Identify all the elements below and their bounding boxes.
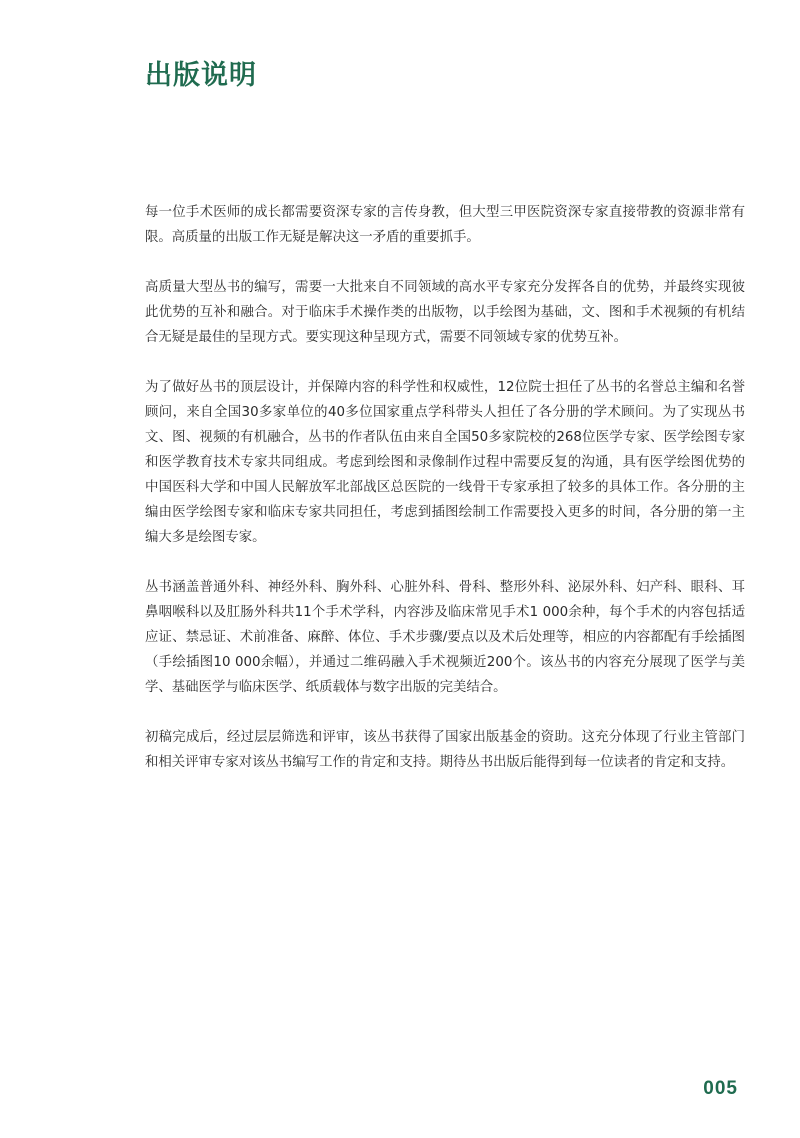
paragraph-5: 初稿完成后，经过层层筛选和评审，该丛书获得了国家出版基金的资助。这充分体现了行业主管部门和相关评审专家对该丛书编写工作的肯定和支持。期待丛书出版后能得到每一位读者的肯定和支持。 xyxy=(145,730,745,770)
page-number: 005 xyxy=(703,1078,738,1099)
paragraph-4: 丛书涵盖普通外科、神经外科、胸外科、心脏外科、骨科、整形外科、泌尿外科、妇产科、眼科、耳鼻咽喉科以及肛肠外科共11个手术学科，内容涉及临床常见手术1 000余种，每个手术的内容包括适应证、禁忌证、术前准备、麻醉、体位、手术步骤/要点以及术后处理等，相应的内容都配有手绘插图（手绘插图10 000余幅），并通过二维码融入手术视频近200个。该丛书的内容充分展现了医学与美学、基础医学与临床医学、纸质载体与数字出版的完美结合。 xyxy=(145,580,745,695)
paragraph-1: 每一位手术医师的成长都需要资深专家的言传身教，但大型三甲医院资深专家直接带教的资源非常有限。高质量的出版工作无疑是解决这一矛盾的重要抓手。 xyxy=(145,205,745,245)
paragraph-2: 高质量大型丛书的编写，需要一大批来自不同领域的高水平专家充分发挥各自的优势，并最终实现彼此优势的互补和融合。对于临床手术操作类的出版物，以手绘图为基础，文、图和手术视频的有机结合无疑是最佳的呈现方式。要实现这种呈现方式，需要不同领域专家的优势互补。 xyxy=(145,280,745,345)
page-title: 出版说明 xyxy=(145,60,257,91)
paragraph-3: 为了做好丛书的顶层设计，并保障内容的科学性和权威性，12位院士担任了丛书的名誉总主编和名誉顾问，来自全国30多家单位的40多位国家重点学科带头人担任了各分册的学术顾问。为了实现丛书文、图、视频的有机融合，丛书的作者队伍由来自全国50多家院校的268位医学专家、医学绘图专家和医学教育技术专家共同组成。考虑到绘图和录像制作过程中需要反复的沟通，具有医学绘图优势的中国医科大学和中国人民解放军北部战区总医院的一线骨干专家承担了较多的具体工作。各分册的主编由医学绘图专家和临床专家共同担任，考虑到插图绘制工作需要投入更多的时间，各分册的第一主编大多是绘图专家。 xyxy=(145,380,745,545)
body-text xyxy=(145,200,745,800)
